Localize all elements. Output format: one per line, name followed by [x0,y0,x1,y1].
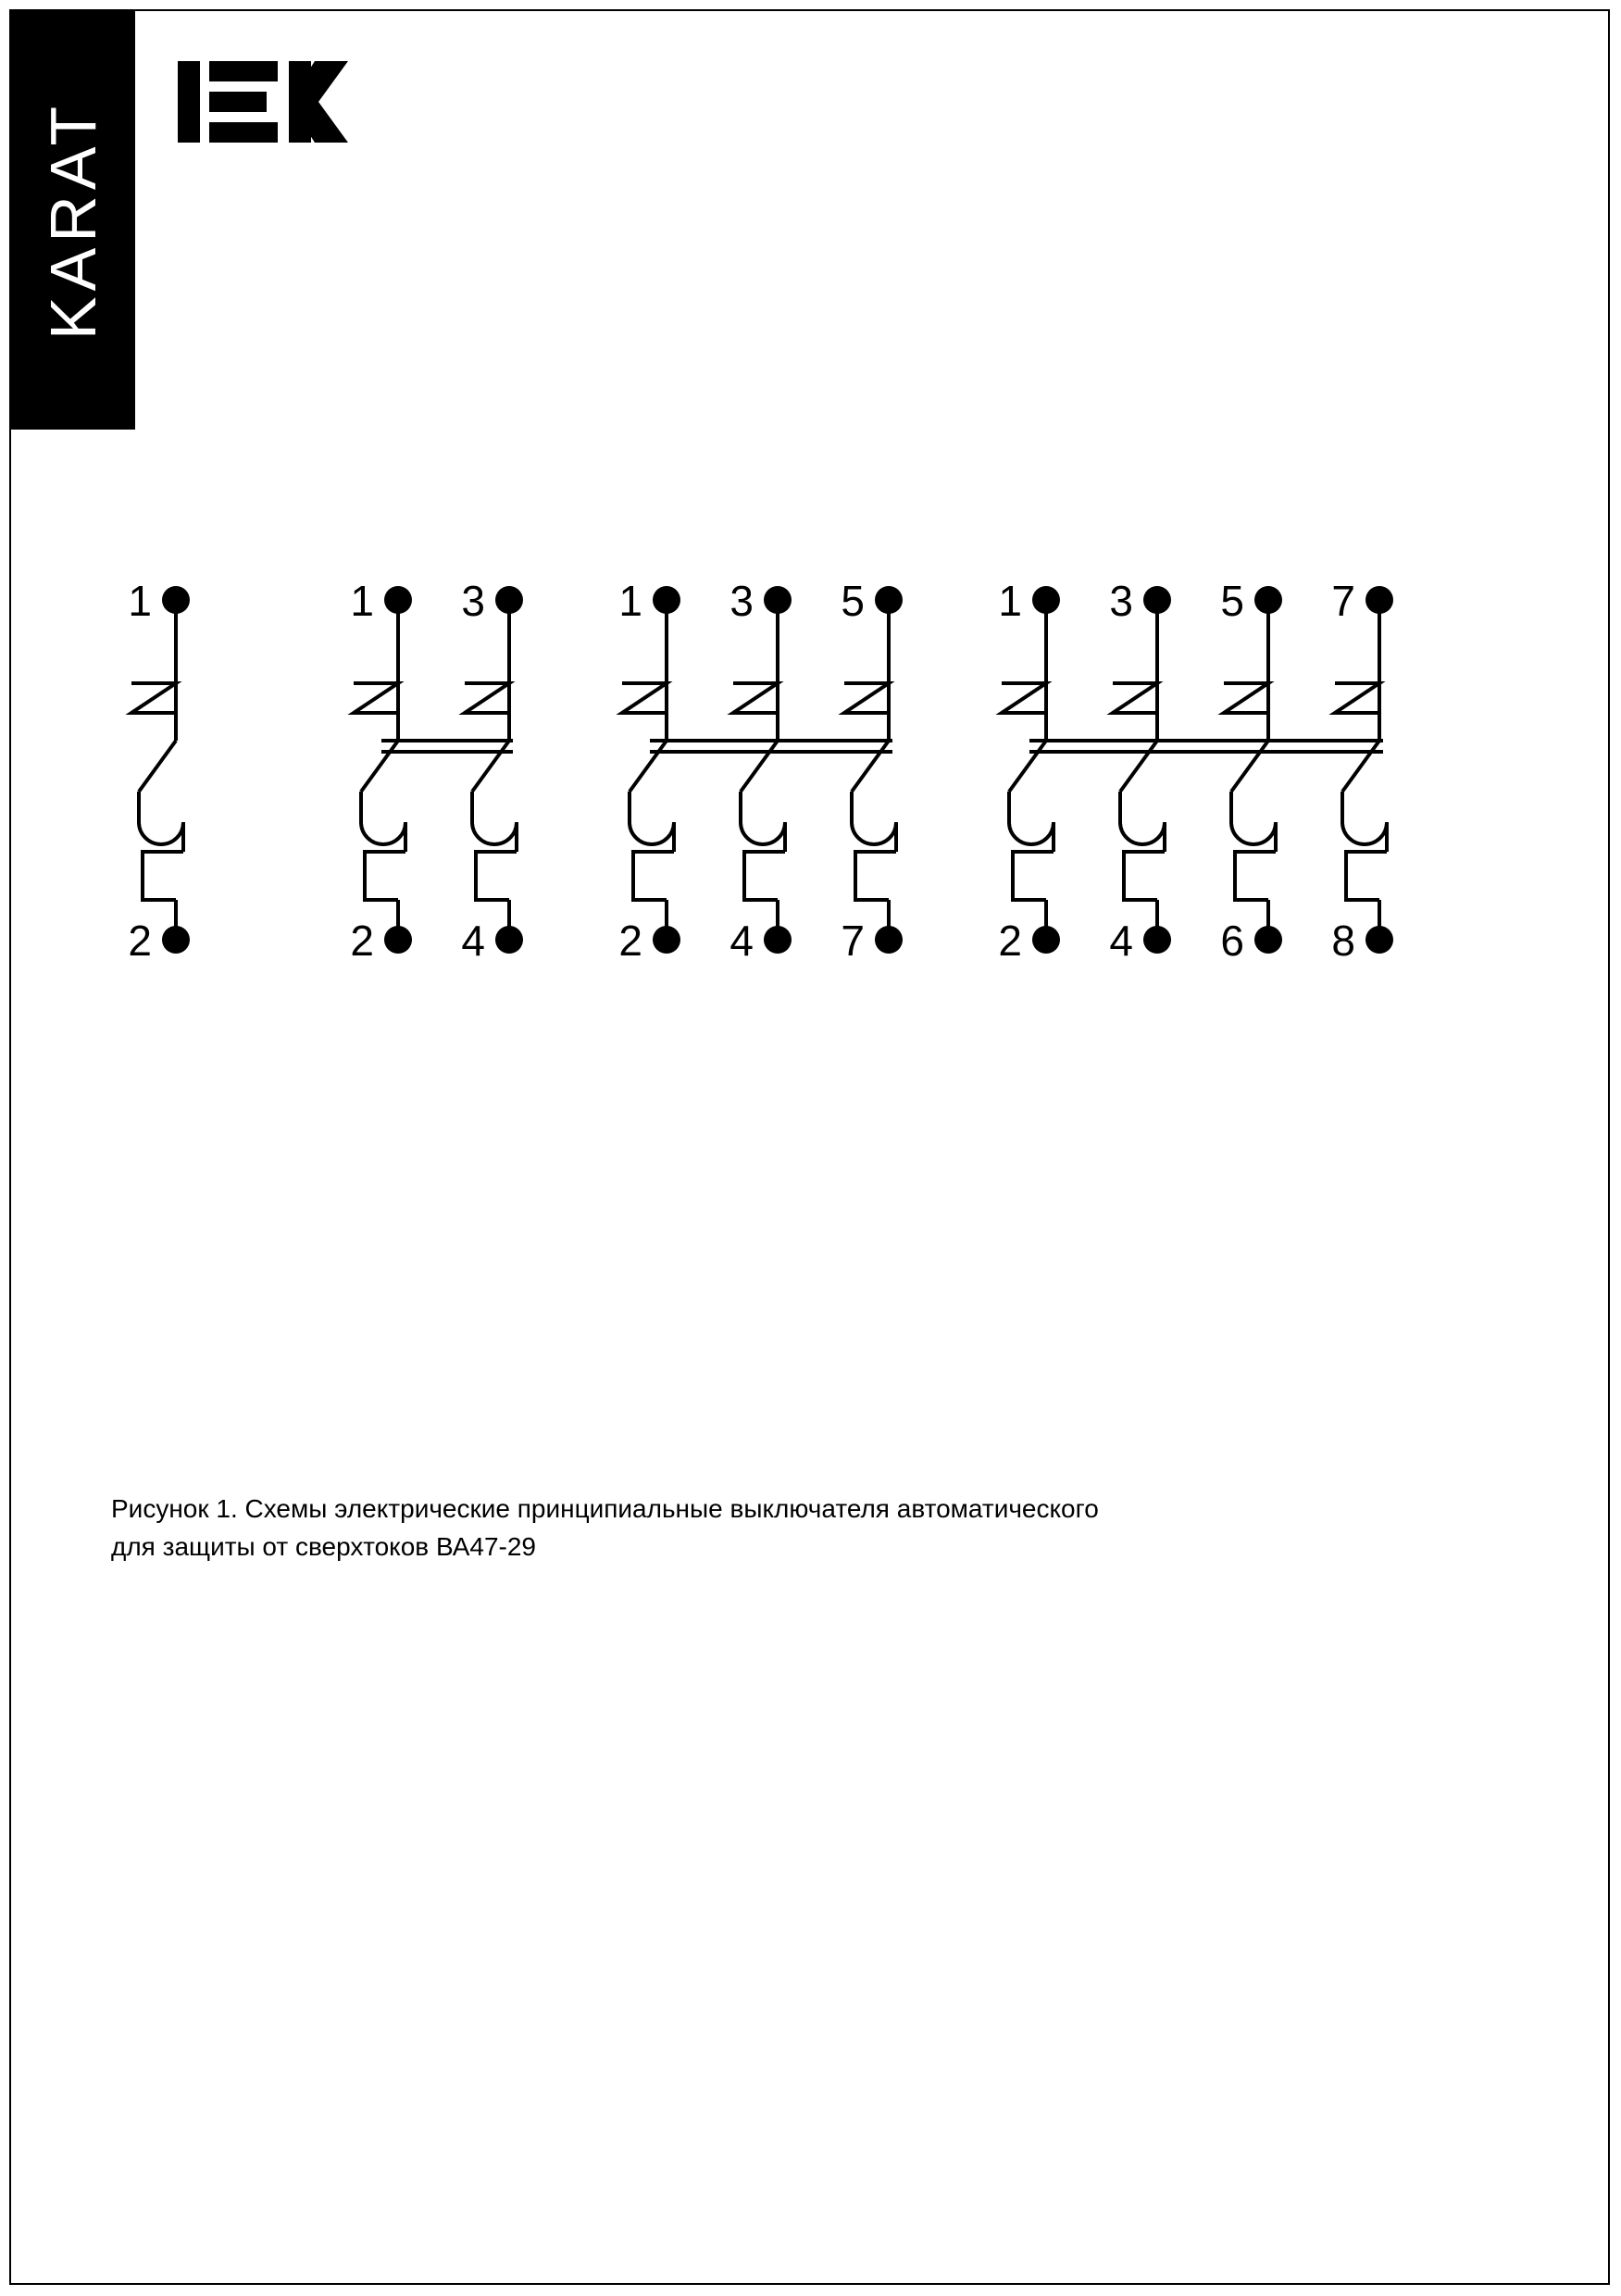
terminal-label: 5 [841,577,865,625]
terminal-labels [128,577,1355,965]
brand-tab [11,11,135,430]
terminal-label: 6 [1220,917,1244,965]
terminal-label: 2 [350,917,374,965]
terminal-label: 4 [461,917,485,965]
schematic-diagram [111,574,1537,1204]
terminal-label: 4 [1109,917,1133,965]
figure-caption-line-2: для защиты от сверхтоков ВА47-29 [111,1531,536,1561]
figure-caption-line-1: Рисунок 1. Схемы электрические принципиальные выключателя автоматического [111,1494,1099,1523]
terminal-label: 7 [1331,577,1355,625]
brand-tab-label: KARAT [37,100,109,341]
terminal-label: 5 [1220,577,1244,625]
terminal-label: 1 [618,577,642,625]
terminal-label: 3 [729,577,754,625]
terminal-label: 7 [841,917,865,965]
terminal-label: 2 [618,917,642,965]
terminal-label: 3 [461,577,485,625]
terminal-label: 3 [1109,577,1133,625]
terminal-label: 4 [729,917,754,965]
figure-caption [111,1491,1315,1566]
terminal-label: 2 [128,917,152,965]
iek-logo [176,56,370,148]
terminal-label: 1 [998,577,1022,625]
terminal-label: 2 [998,917,1022,965]
terminal-label: 1 [128,577,152,625]
terminal-label: 1 [350,577,374,625]
terminal-label: 8 [1331,917,1355,965]
